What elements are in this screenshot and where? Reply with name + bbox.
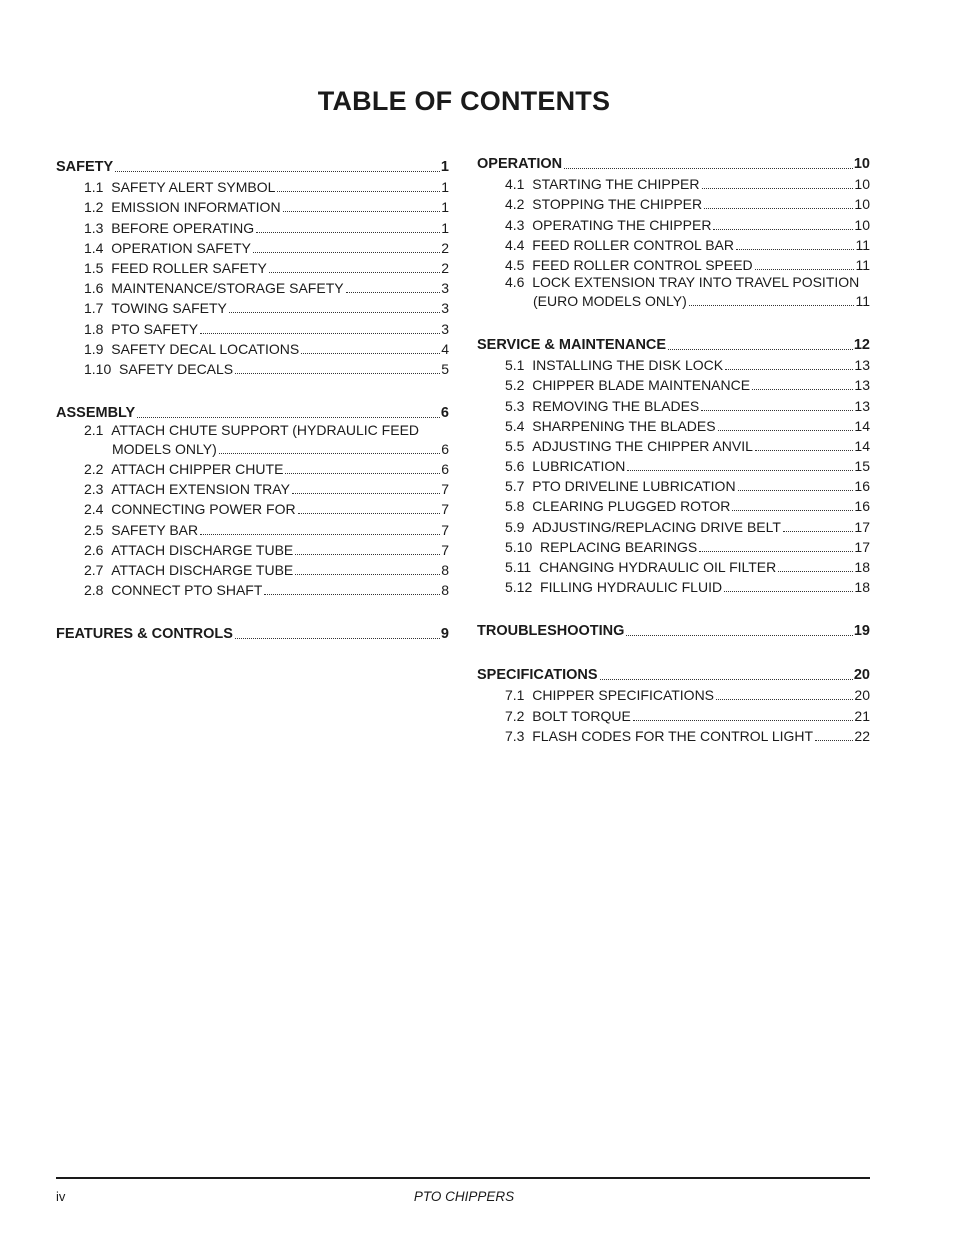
dot-leader (755, 450, 853, 451)
toc-entry-page: 3 (441, 280, 449, 297)
dot-leader (627, 470, 853, 471)
spacer (103, 199, 111, 215)
toc-entry-page: 11 (855, 292, 870, 309)
toc-entry-label: ADJUSTING/REPLACING DRIVE BELT (532, 518, 781, 535)
toc-entry-label: ADJUSTING THE CHIPPER ANVIL (532, 437, 753, 454)
toc-heading-page: 6 (440, 404, 449, 421)
toc-entry[interactable] (477, 724, 870, 744)
toc-entry[interactable] (56, 276, 449, 296)
toc-entry-label: ATTACH CHIPPER CHUTE (111, 461, 284, 478)
spacer (524, 728, 532, 744)
toc-entry-number: 1.7 (84, 300, 104, 317)
toc-entry-page: 7 (441, 541, 449, 558)
dot-leader (283, 211, 441, 212)
toc-entry-number: 4.4 (505, 236, 525, 253)
toc-entry-page: 17 (854, 538, 870, 555)
spacer (532, 579, 540, 595)
footer-divider (56, 1177, 870, 1179)
toc-heading-page: 1 (440, 159, 449, 175)
toc-entry-label-cont: (EURO MODELS ONLY) (533, 292, 687, 309)
toc-entry[interactable] (477, 703, 870, 723)
toc-entry-number: 2.7 (84, 562, 104, 578)
spacer (103, 240, 111, 256)
toc-entry[interactable] (477, 393, 870, 413)
toc-entry-page: 2 (441, 259, 449, 276)
toc-section (56, 598, 449, 642)
section-gap (56, 598, 449, 618)
toc-entry-number: 7.2 (505, 707, 525, 724)
toc-entry-page: 17 (854, 518, 870, 535)
toc-entry-label: CONNECTING POWER FOR (111, 501, 296, 518)
spacer (532, 539, 540, 555)
toc-heading-label: OPERATION (477, 156, 563, 172)
dot-leader (702, 188, 854, 189)
toc-entry-label: SAFETY DECALS (119, 360, 234, 377)
toc-entry[interactable] (56, 517, 449, 537)
toc-entry-number: 5.3 (505, 397, 525, 414)
spacer (103, 300, 111, 316)
toc-entry[interactable] (56, 236, 449, 256)
toc-entry-label: PTO DRIVELINE LUBRICATION (532, 478, 736, 495)
toc-entry-page: 14 (854, 437, 870, 454)
toc-entry-number: 5.2 (505, 377, 525, 394)
toc-entry-line (505, 291, 870, 309)
dot-leader (235, 638, 440, 639)
toc-entry-label: CHIPPER SPECIFICATIONS (532, 687, 715, 704)
toc-heading-entry[interactable] (477, 615, 870, 639)
toc-entry-number: 4.3 (505, 216, 525, 233)
spacer (103, 481, 111, 497)
spacer (524, 176, 532, 192)
toc-entry[interactable] (477, 273, 870, 309)
dot-leader (778, 571, 853, 572)
toc-entry-label: EMISSION INFORMATION (111, 199, 281, 216)
toc-entry-label: SAFETY BAR (111, 521, 199, 538)
toc-entry-number: 2.3 (84, 481, 104, 498)
toc-heading-page: 12 (853, 336, 870, 353)
spacer (103, 461, 111, 477)
toc-entry-label: LOCK EXTENSION TRAY INTO TRAVEL POSITION (532, 273, 860, 290)
toc-entry-number: 1.2 (84, 199, 104, 216)
toc-entry-line (84, 421, 449, 439)
dot-leader (256, 232, 440, 233)
toc-section (477, 148, 870, 309)
dot-leader (752, 389, 853, 390)
toc-entry-label: INSTALLING THE DISK LOCK (532, 357, 724, 374)
dot-leader (295, 574, 440, 575)
spacer (524, 217, 532, 233)
toc-entry-page: 1 (441, 179, 449, 196)
footer-title: PTO CHIPPERS (413, 1189, 515, 1204)
dot-leader (269, 272, 440, 273)
toc-entry[interactable] (477, 575, 870, 595)
toc-entry-number: 5.1 (505, 357, 525, 374)
toc-entry[interactable] (56, 337, 449, 357)
toc-entry-page: 3 (441, 320, 449, 337)
toc-entry-label: CHANGING HYDRAULIC OIL FILTER (539, 559, 777, 575)
toc-entry-page: 7 (441, 481, 449, 498)
toc-entry-page: 10 (854, 176, 870, 193)
toc-entry-number: 1.1 (84, 179, 104, 196)
toc-entry-label: CHIPPER BLADE MAINTENANCE (532, 377, 751, 394)
toc-entry-page: 11 (855, 236, 870, 253)
toc-entry-page: 6 (441, 461, 449, 478)
toc-entry-line (84, 439, 449, 457)
toc-entry[interactable] (477, 172, 870, 192)
toc-entry-label: STARTING THE CHIPPER (532, 176, 700, 193)
spacer (524, 237, 532, 253)
toc-entry[interactable] (477, 535, 870, 555)
dot-leader (783, 531, 853, 532)
toc-entry-label: OPERATION SAFETY (111, 239, 252, 256)
toc-entry-label: REMOVING THE BLADES (532, 397, 700, 414)
toc-entry-page: 16 (854, 478, 870, 495)
toc-entry-page: 22 (854, 727, 870, 744)
dot-leader (689, 305, 855, 306)
toc-entry[interactable] (477, 414, 870, 434)
toc-entry-page: 13 (854, 397, 870, 414)
toc-entry[interactable] (477, 474, 870, 494)
spacer (103, 562, 111, 578)
spacer (524, 458, 532, 474)
toc-entry-page: 18 (854, 559, 870, 575)
dot-leader (137, 417, 440, 418)
toc-entry-number: 1.6 (84, 280, 104, 297)
toc-entry-label: REPLACING BEARINGS (540, 538, 698, 555)
toc-entry-page: 4 (441, 340, 449, 357)
section-gap (477, 595, 870, 615)
toc-entry[interactable] (56, 497, 449, 517)
toc-entry-label: TOWING SAFETY (111, 300, 227, 317)
toc-heading-label: ASSEMBLY (56, 404, 136, 421)
toc-section (56, 377, 449, 598)
spacer (111, 361, 119, 377)
dot-leader (235, 373, 440, 374)
toc-entry-number: 5.8 (505, 498, 525, 515)
toc-entry-number: 5.11 (505, 559, 532, 575)
dot-leader (346, 292, 441, 293)
toc-entry[interactable] (56, 457, 449, 477)
toc-entry-page: 21 (854, 707, 870, 724)
toc-entry[interactable] (477, 454, 870, 474)
spacer (103, 542, 111, 558)
toc-heading-entry[interactable] (477, 148, 870, 172)
spacer (103, 179, 111, 195)
toc-entry-number: 1.3 (84, 219, 104, 236)
toc-heading-entry[interactable] (56, 151, 449, 175)
toc-entry-number: 5.10 (505, 538, 533, 555)
toc-entry-number: 4.1 (505, 176, 525, 193)
toc-entry[interactable] (477, 555, 870, 575)
spacer (524, 398, 532, 414)
toc-heading-page: 19 (853, 623, 870, 640)
spacer (103, 321, 111, 337)
toc-entry-number: 2.8 (84, 582, 104, 599)
toc-entry-number: 4.5 (505, 256, 525, 273)
toc-entry-page: 10 (854, 216, 870, 233)
toc-entry-page: 11 (855, 256, 870, 273)
section-gap (477, 639, 870, 659)
toc-entry[interactable] (56, 357, 449, 377)
dot-leader (725, 369, 853, 370)
spacer (524, 478, 532, 494)
dot-leader (115, 171, 440, 172)
toc-entry[interactable] (477, 192, 870, 212)
dot-leader (295, 554, 440, 555)
toc-entry-label: PTO SAFETY (111, 320, 199, 337)
toc-entry[interactable] (56, 256, 449, 276)
spacer (103, 280, 111, 296)
toc-entry-page: 8 (441, 562, 449, 578)
toc-entry-number: 1.9 (84, 340, 104, 357)
toc-entry-number: 2.4 (84, 501, 104, 518)
toc-entry-number: 2.5 (84, 521, 104, 538)
toc-left-column (56, 151, 449, 642)
spacer (103, 260, 111, 276)
toc-entry-label: ATTACH DISCHARGE TUBE (111, 541, 294, 558)
toc-entry[interactable] (477, 253, 870, 273)
toc-heading-label: TROUBLESHOOTING (477, 623, 625, 640)
dot-leader (229, 312, 440, 313)
toc-entry[interactable] (477, 373, 870, 393)
footer-page-number: iv (56, 1189, 66, 1204)
toc-section (56, 151, 449, 377)
toc-heading-entry[interactable] (56, 618, 449, 642)
toc-entry[interactable] (56, 477, 449, 497)
spacer (524, 687, 532, 703)
dot-leader (732, 510, 853, 511)
toc-entry-number: 7.1 (505, 687, 525, 704)
toc-heading-label: SPECIFICATIONS (477, 667, 598, 684)
dot-leader (298, 513, 441, 514)
dot-leader (633, 720, 854, 721)
toc-section (477, 639, 870, 744)
toc-heading-label: SAFETY (56, 159, 114, 175)
toc-entry-page: 1 (441, 199, 449, 216)
section-gap (477, 309, 870, 329)
toc-entry[interactable] (56, 578, 449, 598)
toc-entry-number: 2.6 (84, 541, 104, 558)
toc-entry-number: 5.9 (505, 518, 525, 535)
toc-entry[interactable] (56, 296, 449, 316)
toc-entry-label: STOPPING THE CHIPPER (532, 196, 703, 213)
spacer (524, 438, 532, 454)
toc-entry-page: 1 (441, 219, 449, 236)
toc-entry-page: 6 (441, 440, 449, 457)
toc-entry-label: FLASH CODES FOR THE CONTROL LIGHT (532, 727, 814, 744)
toc-entry-number: 5.12 (505, 579, 533, 596)
toc-heading-page: 20 (853, 667, 870, 684)
dot-leader (277, 191, 440, 192)
toc-entry[interactable] (477, 434, 870, 454)
toc-entry-page: 7 (441, 501, 449, 518)
dot-leader (292, 493, 440, 494)
toc-entry[interactable] (56, 215, 449, 235)
toc-entry-number: 2.2 (84, 461, 104, 478)
toc-entry-page: 5 (441, 360, 449, 377)
dot-leader (219, 453, 440, 454)
toc-entry-number: 1.5 (84, 259, 104, 276)
toc-entry-label: SAFETY ALERT SYMBOL (111, 179, 276, 196)
dot-leader (718, 430, 854, 431)
toc-entry-label: ATTACH EXTENSION TRAY (111, 481, 290, 498)
toc-entry-number: 4.2 (505, 196, 525, 213)
spacer (524, 519, 532, 535)
toc-entry-number: 7.3 (505, 727, 525, 744)
toc-section (477, 309, 870, 595)
toc-entry[interactable] (477, 494, 870, 514)
toc-entry[interactable] (477, 514, 870, 534)
toc-entry-page: 2 (441, 239, 449, 256)
toc-entry-label: BEFORE OPERATING (111, 219, 255, 236)
dot-leader (264, 594, 440, 595)
dot-leader (626, 635, 852, 636)
toc-entry-number: 5.7 (505, 478, 525, 495)
toc-entry-page: 13 (854, 377, 870, 394)
toc-right-column (477, 148, 870, 744)
dot-leader (668, 349, 853, 350)
spacer (103, 501, 111, 517)
toc-entry-label: ATTACH DISCHARGE TUBE (111, 562, 294, 578)
toc-entry[interactable] (477, 683, 870, 703)
spacer (524, 357, 532, 373)
dot-leader (200, 333, 440, 334)
spacer (103, 582, 111, 598)
toc-entry-label: ATTACH CHUTE SUPPORT (HYDRAULIC FEED (111, 421, 420, 438)
spacer (103, 220, 111, 236)
toc-entry-label: FILLING HYDRAULIC FLUID (540, 579, 723, 596)
toc-entry-number: 1.4 (84, 239, 104, 256)
dot-leader (713, 229, 853, 230)
toc-entry-page: 10 (854, 196, 870, 213)
dot-leader (564, 168, 853, 169)
toc-entry[interactable] (477, 233, 870, 253)
toc-entry-label: OPERATING THE CHIPPER (532, 216, 712, 233)
spacer (524, 418, 532, 434)
toc-entry-number: 5.5 (505, 437, 525, 454)
spacer (524, 196, 532, 212)
toc-entry[interactable] (477, 353, 870, 373)
toc-entry-page: 16 (854, 498, 870, 515)
toc-entry-label: FEED ROLLER SAFETY (111, 259, 267, 276)
dot-leader (704, 208, 853, 209)
toc-entry-label: SHARPENING THE BLADES (532, 417, 716, 434)
toc-entry-label: CONNECT PTO SHAFT (111, 582, 263, 599)
toc-entry-label-cont: MODELS ONLY) (112, 440, 217, 457)
toc-entry[interactable] (56, 316, 449, 336)
toc-entry[interactable] (56, 538, 449, 558)
dot-leader (600, 679, 853, 680)
toc-entry[interactable] (56, 558, 449, 578)
toc-entry-page: 18 (854, 579, 870, 596)
dot-leader (699, 551, 853, 552)
toc-entry-label: MAINTENANCE/STORAGE SAFETY (111, 280, 344, 297)
dot-leader (701, 410, 853, 411)
toc-entry-number: 5.6 (505, 458, 525, 475)
dot-leader (253, 252, 440, 253)
spacer (524, 377, 532, 393)
spacer (103, 341, 111, 357)
dot-leader (724, 591, 853, 592)
dot-leader (200, 534, 440, 535)
spacer (103, 522, 111, 538)
toc-entry-page: 20 (854, 687, 870, 704)
page-title: TABLE OF CONTENTS (317, 86, 611, 116)
toc-entry-number: 4.6 (505, 273, 525, 290)
spacer (524, 498, 532, 514)
section-gap (56, 377, 449, 397)
dot-leader (301, 353, 440, 354)
toc-entry-label: CLEARING PLUGGED ROTOR (532, 498, 731, 515)
toc-entry-page: 15 (854, 458, 870, 475)
dot-leader (815, 740, 853, 741)
spacer (531, 559, 539, 575)
toc-entry-page: 14 (854, 417, 870, 434)
toc-entry[interactable] (56, 175, 449, 195)
dot-leader (285, 473, 440, 474)
dot-leader (736, 249, 854, 250)
toc-entry-page: 3 (441, 300, 449, 317)
toc-entry-number: 2.1 (84, 421, 104, 438)
toc-entry[interactable] (56, 421, 449, 457)
toc-entry-label: FEED ROLLER CONTROL BAR (532, 236, 734, 253)
toc-entry[interactable] (477, 212, 870, 232)
spacer (524, 257, 532, 273)
toc-heading-page: 9 (440, 626, 449, 643)
toc-entry-number: 1.8 (84, 320, 104, 337)
toc-entry-label: LUBRICATION (532, 458, 626, 475)
toc-section (477, 595, 870, 639)
toc-entry-line (505, 273, 870, 291)
toc-heading-page: 10 (853, 156, 870, 172)
toc-heading-entry[interactable] (477, 329, 870, 353)
toc-entry-label: FEED ROLLER CONTROL SPEED (532, 256, 753, 273)
toc-heading-label: FEATURES & CONTROLS (56, 626, 233, 643)
toc-entry-number: 5.4 (505, 417, 525, 434)
dot-leader (716, 699, 853, 700)
toc-entry-label: SAFETY DECAL LOCATIONS (111, 340, 300, 357)
dot-leader (738, 490, 854, 491)
toc-entry[interactable] (56, 195, 449, 215)
toc-entry-number: 1.10 (84, 360, 112, 377)
toc-heading-label: SERVICE & MAINTENANCE (477, 336, 667, 353)
toc-entry-page: 7 (441, 521, 449, 538)
toc-heading-entry[interactable] (477, 659, 870, 683)
spacer (524, 708, 532, 724)
toc-entry-page: 13 (854, 357, 870, 374)
toc-entry-page: 8 (441, 582, 449, 599)
toc-entry-label: BOLT TORQUE (532, 707, 631, 724)
toc-heading-entry[interactable] (56, 397, 449, 421)
dot-leader (755, 269, 855, 270)
